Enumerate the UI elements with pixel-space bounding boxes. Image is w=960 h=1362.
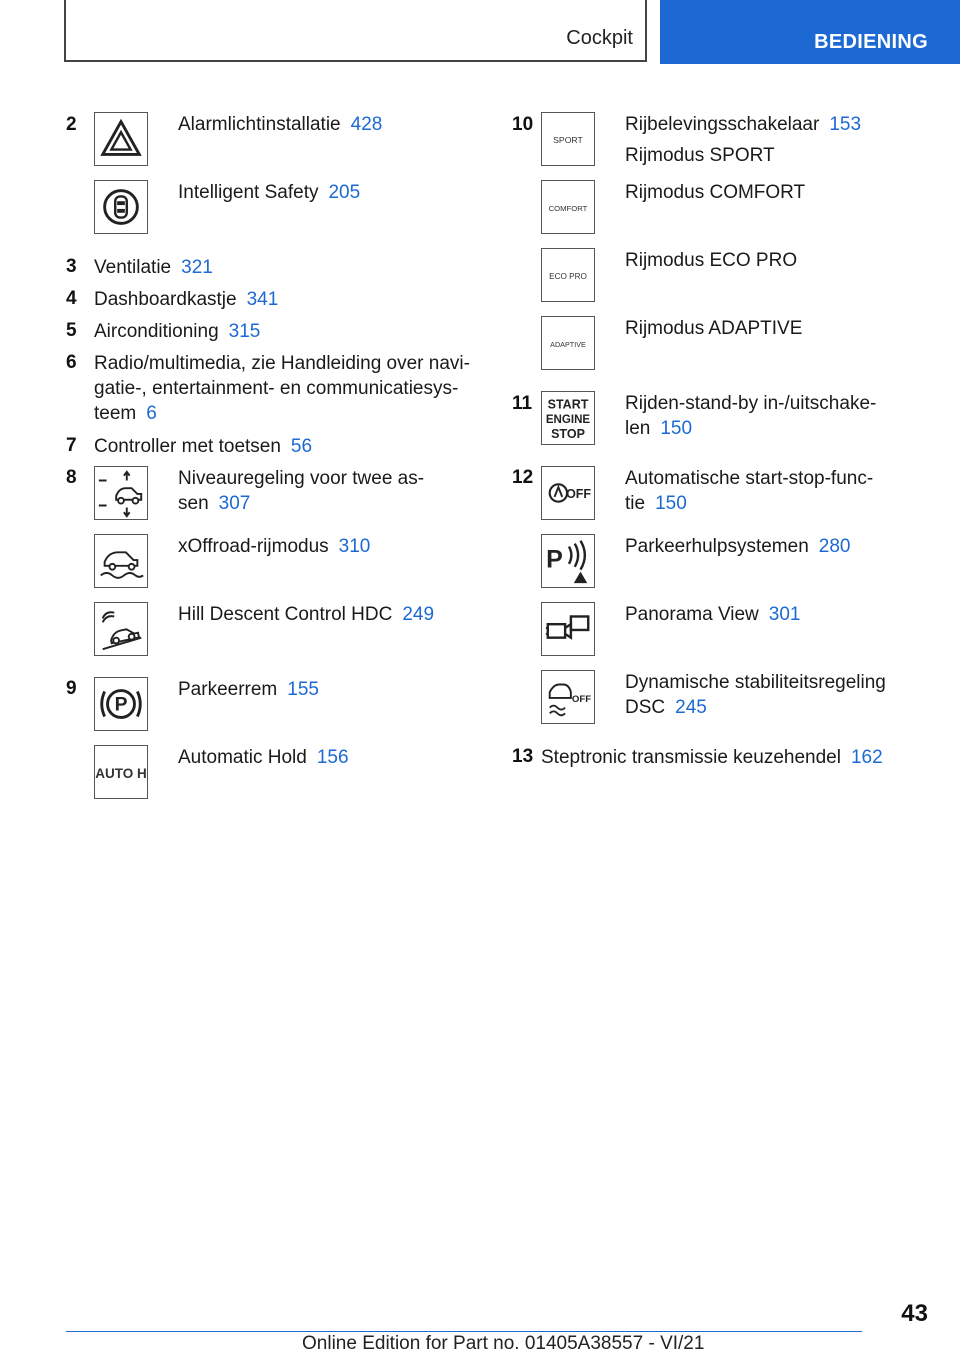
item-label: Alarmlichtinstallatie: [178, 114, 341, 135]
list-item: [625, 602, 800, 627]
list-item: [94, 255, 213, 280]
footer-divider: [66, 1331, 862, 1332]
list-item: [625, 534, 850, 559]
list-item: [625, 112, 861, 168]
item-label: Airconditioning: [94, 321, 219, 342]
icon-glyph: OFF: [566, 486, 592, 501]
page-ref-link[interactable]: 301: [768, 604, 801, 625]
item-number: 11: [512, 393, 533, 414]
item-label: len: [625, 418, 651, 439]
hazard-triangle-icon: [94, 112, 148, 166]
list-item: [541, 745, 883, 770]
page-ref-link[interactable]: 150: [655, 493, 687, 514]
list-item: [178, 112, 382, 137]
item-label: Parkeerhulpsystemen: [625, 536, 809, 557]
page-ref-link[interactable]: 310: [338, 536, 371, 557]
chapter-title: BEDIENING: [814, 31, 928, 53]
list-item: [178, 180, 360, 205]
icon-glyph: COMFORT: [548, 203, 588, 213]
icon-glyph: SPORT: [553, 134, 583, 145]
auto-start-stop-off-icon: [541, 466, 595, 520]
list-item: [94, 319, 260, 344]
list-item: [625, 391, 876, 441]
header-section-box: [64, 0, 647, 62]
item-number: 4: [66, 288, 77, 309]
list-item: [625, 180, 805, 205]
item-label: Parkeerrem: [178, 679, 278, 700]
item-number: 6: [66, 352, 77, 373]
item-label: Controller met toetsen: [94, 436, 281, 457]
page-ref-link[interactable]: 280: [818, 536, 851, 557]
level-control-icon: [94, 466, 148, 520]
item-label: Intelligent Safety: [178, 182, 319, 203]
icon-glyph: OFF: [571, 693, 592, 705]
item-label: Automatic Hold: [178, 747, 307, 768]
list-item: [625, 670, 886, 720]
list-item: [178, 534, 370, 559]
park-assist-icon: [541, 534, 595, 588]
item-number: 7: [66, 435, 77, 456]
item-number: 2: [66, 114, 77, 135]
icon-glyph: ECO PRO: [549, 271, 587, 281]
icon-glyph: START: [547, 397, 589, 412]
list-item: [94, 351, 470, 426]
auto-hold-icon: [94, 745, 148, 799]
item-label: Dynamische stabiliteitsregeling: [625, 672, 886, 693]
item-label: gatie-, entertainment- en communicatiesys-: [94, 378, 459, 399]
panorama-view-icon: [541, 602, 595, 656]
intelligent-safety-icon: [94, 180, 148, 234]
list-item: [625, 316, 802, 341]
icon-glyph: STOP: [551, 427, 585, 442]
list-item: [178, 677, 319, 702]
eco-pro-icon: [541, 248, 595, 302]
section-title: Cockpit: [566, 27, 633, 49]
page-number: 43: [901, 1300, 928, 1327]
item-label: Ventilatie: [94, 257, 172, 278]
list-item: [625, 248, 797, 273]
sport-mode-icon: [541, 112, 595, 166]
icon-glyph: P: [114, 694, 128, 716]
adaptive-mode-icon: [541, 316, 595, 370]
item-sublabel: Rijmodus SPORT: [625, 145, 775, 166]
item-label: Rijbelevingsschakelaar: [625, 114, 820, 135]
item-label: Panorama View: [625, 604, 759, 625]
dsc-off-icon: [541, 670, 595, 724]
item-label: Rijmodus COMFORT: [625, 182, 806, 203]
list-item: [625, 466, 873, 516]
offroad-car-icon: [94, 534, 148, 588]
icon-glyph: AUTO H: [95, 765, 147, 781]
item-label: Steptronic transmissie keuzehendel: [541, 747, 841, 768]
item-number: 12: [512, 467, 534, 488]
list-item: [178, 466, 424, 516]
item-number: 10: [512, 114, 534, 135]
page-ref-link[interactable]: 249: [402, 604, 435, 625]
item-label: tie: [625, 493, 646, 514]
page-ref-link[interactable]: 162: [850, 747, 883, 768]
item-label: sen: [178, 493, 209, 514]
item-label: Rijmodus ECO PRO: [625, 250, 798, 271]
page-ref-link[interactable]: 315: [228, 321, 261, 342]
footer-edition: Online Edition for Part no. 01405A38557 - VI/21: [302, 1333, 705, 1354]
page-ref-link[interactable]: 205: [328, 182, 361, 203]
item-number: 5: [66, 320, 77, 341]
start-engine-stop-icon: [541, 391, 595, 445]
comfort-mode-icon: [541, 180, 595, 234]
page-ref-link[interactable]: 321: [181, 257, 213, 278]
page-ref-link[interactable]: 56: [290, 436, 313, 457]
item-label: Radio/multimedia, zie Handleiding over navi-: [94, 353, 470, 374]
icon-glyph: ENGINE: [545, 413, 591, 426]
page-ref-link[interactable]: 428: [350, 114, 383, 135]
item-label: xOffroad-rijmodus: [178, 536, 329, 557]
page-ref-link[interactable]: 153: [829, 114, 862, 135]
item-number: 3: [66, 256, 77, 277]
item-label: Dashboardkastje: [94, 289, 237, 310]
page-ref-link[interactable]: 155: [287, 679, 319, 700]
item-label: Hill Descent Control HDC: [178, 604, 393, 625]
item-number: 9: [66, 678, 77, 699]
item-label: Rijden-stand-by in-/uitschake-: [625, 393, 877, 414]
page-ref-link[interactable]: 307: [218, 493, 251, 514]
item-label: Rijmodus ADAPTIVE: [625, 318, 803, 339]
list-item: [178, 602, 434, 627]
page-ref-link[interactable]: 245: [675, 697, 707, 718]
item-label: DSC: [625, 697, 666, 718]
parking-brake-icon: [94, 677, 148, 731]
page-ref-link[interactable]: 150: [660, 418, 693, 439]
item-number: 13: [512, 746, 534, 767]
item-label: Automatische start-stop-func-: [625, 468, 874, 489]
icon-glyph: P: [546, 545, 563, 574]
item-label: teem: [94, 403, 137, 424]
list-item: [94, 287, 278, 312]
list-item: [94, 434, 312, 459]
icon-glyph: ADAPTIVE: [550, 339, 586, 349]
item-label: Niveauregeling voor twee as-: [178, 468, 425, 489]
page-ref-link[interactable]: 341: [246, 289, 279, 310]
page-ref-link[interactable]: 6: [146, 403, 157, 424]
page-ref-link[interactable]: 156: [316, 747, 349, 768]
hill-descent-icon: [94, 602, 148, 656]
chapter-tab: [660, 0, 960, 64]
list-item: [178, 745, 349, 770]
item-number: 8: [66, 467, 77, 488]
